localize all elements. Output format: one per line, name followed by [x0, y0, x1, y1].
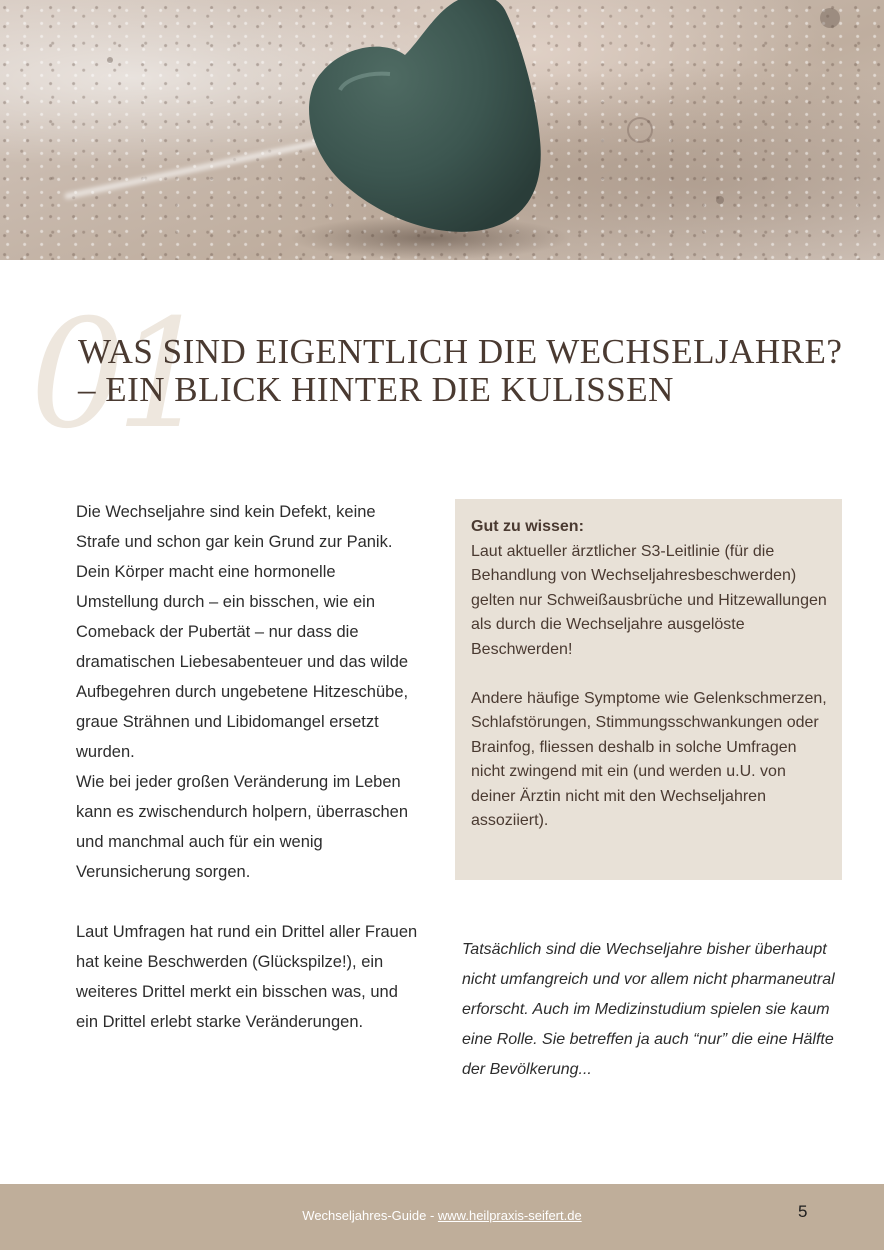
info-box-title: Gut zu wissen: [471, 518, 584, 535]
footer [0, 1184, 884, 1250]
heart-stone-icon [0, 0, 884, 260]
info-box-paragraph: Andere häufige Symptome wie Gelenkschmerzen, Schlafstörungen, Stimmungsschwankungen oder Brainfog, fliessen deshalb in solche Umfragen nicht zwingend mit ein (und werden u.U. von deiner Ärztin nicht mit den Wechseljahren assoziiert). [471, 689, 827, 829]
page-title: WAS SIND EIGENTLICH DIE WECHSELJAHRE? – EIN BLICK HINTER DIE KULISSEN [78, 332, 843, 409]
body-paragraph: Die Wechseljahre sind kein Defekt, keine Strafe und schon gar kein Grund zur Panik. Dein Körper macht eine hormonelle Umstellung durch – ein bisschen, wie ein Comeback der Pubertät – nur dass die dramatischen Liebesabenteuer und das wilde Aufbegehren durch ungebetene Hitzeschübe, graue Strähnen und Libidomangel ersetzt wurden. [76, 503, 409, 761]
footer-guide-label: Wechseljahres-Guide - [302, 1208, 435, 1223]
hero-photo [0, 0, 884, 260]
left-column [76, 497, 421, 1037]
body-paragraph: Laut Umfragen hat rund ein Drittel aller Frauen hat keine Beschwerden (Glückspilze!), ein weiteres Drittel merkt ein bisschen was, und ein Drittel erlebt starke Veränderungen. [76, 923, 418, 1031]
page-number: 5 [798, 1202, 808, 1221]
footer-website-link[interactable]: www.heilpraxis-seifert.de [437, 1208, 582, 1223]
info-box [455, 499, 842, 880]
info-box-paragraph: Laut aktueller ärztlicher S3-Leitlinie (für die Behandlung von Wechseljahresbeschwerden) gelten nur Schweißausbrüche und Hitzewallungen als durch die Wechseljahre ausgelöste Beschwerden! [471, 542, 827, 658]
quote-text: Tatsächlich sind die Wechseljahre bisher überhaupt nicht umfangreich und vor allem nicht pharmaneutral erforscht. Auch im Medizinstudium spielen sie kaum eine Rolle. Sie betreffen ja auch “nur” die eine Hälfte der Bevölkerung... [462, 941, 835, 1078]
body-paragraph: Wie bei jeder großen Veränderung im Leben kann es zwischendurch holpern, überraschen und manchmal auch für ein wenig Verunsicherung sorgen. [76, 773, 409, 881]
footer-text [0, 1208, 884, 1223]
heart-stone-shape [309, 0, 541, 232]
chapter-number: 01 [30, 288, 201, 462]
